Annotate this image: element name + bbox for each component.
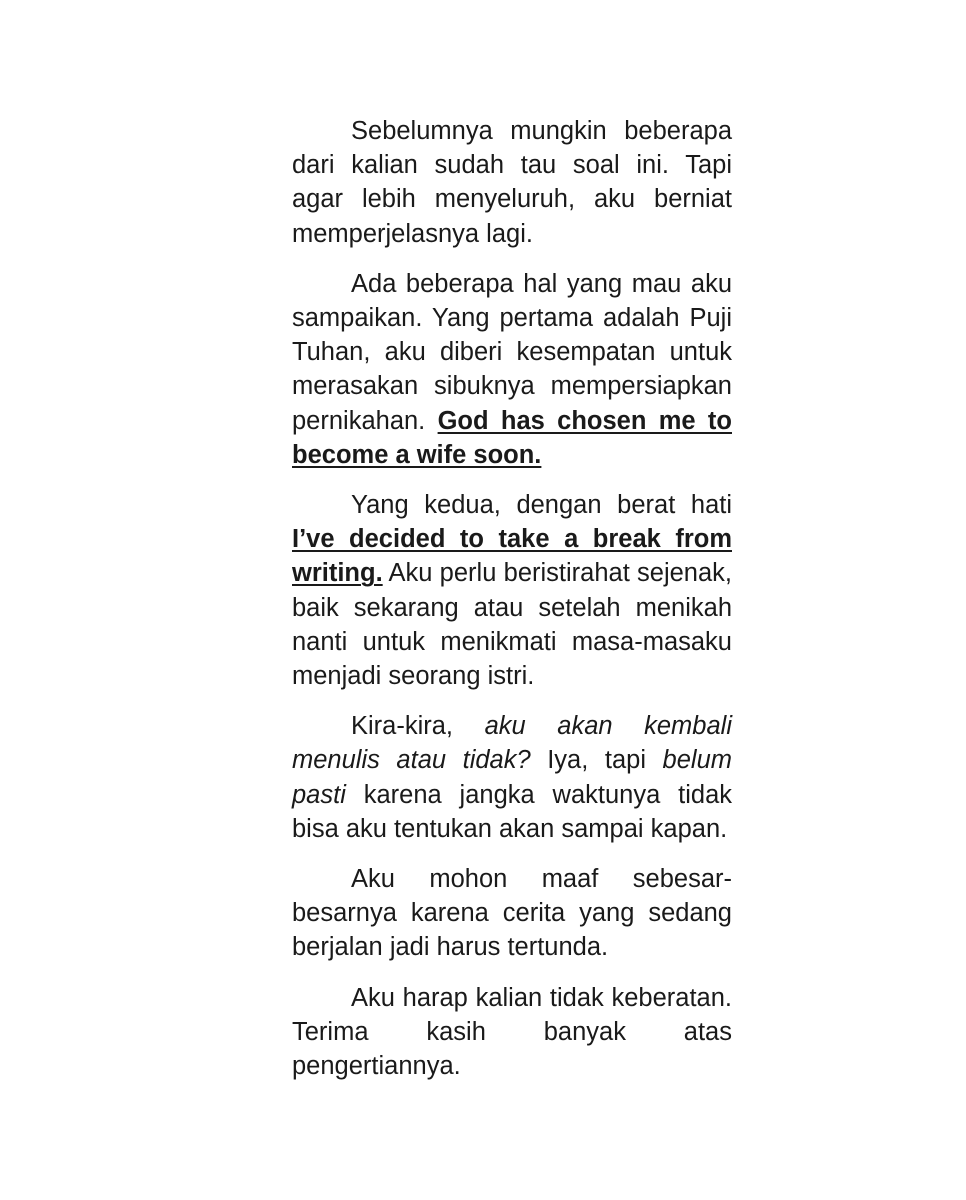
text-column xyxy=(292,114,732,1099)
paragraph-3 xyxy=(292,488,732,693)
paragraph-2 xyxy=(292,267,732,472)
paragraph-text: Aku mohon maaf sebesar-besarnya karena cerita yang sedang berjalan jadi harus tertunda. xyxy=(292,865,732,962)
paragraph-text: Kira-kira, xyxy=(351,712,485,741)
paragraph-4 xyxy=(292,709,732,846)
emphasis-bold-underlined: I’ve decided to take a break from writing. xyxy=(292,525,732,588)
emphasis-italic: aku akan kembali menulis atau tidak? xyxy=(292,712,732,775)
paragraph-text: Aku perlu beristirahat sejenak, baik sekarang atau setelah menikah nanti untuk menikmati masa-masaku menjadi seorang istri. xyxy=(292,559,732,691)
paragraph-1 xyxy=(292,114,732,251)
emphasis-italic: belum pasti xyxy=(292,746,732,809)
paragraph-5 xyxy=(292,862,732,965)
paragraph-text: Iya, tapi xyxy=(530,746,663,775)
paragraph-text: karena jangka waktunya tidak bisa aku tentukan akan sampai kapan. xyxy=(292,780,732,843)
paragraph-text: Yang kedua, dengan berat hati xyxy=(351,491,732,520)
paragraph-6 xyxy=(292,981,732,1084)
paragraph-text: Sebelumnya mungkin beberapa dari kalian sudah tau soal ini. Tapi agar lebih menyeluruh, aku berniat memperjelasnya lagi. xyxy=(292,117,732,248)
emphasis-bold-underlined: God has chosen me to become a wife soon. xyxy=(292,406,732,469)
paragraph-text: Ada beberapa hal yang mau aku sampaikan. Yang pertama adalah Puji Tuhan, aku diberi kesempatan untuk merasakan sibuknya mempersiapkan pernikahan. xyxy=(292,269,732,435)
paragraph-text: Aku harap kalian tidak keberatan. Terima kasih banyak atas pengertiannya. xyxy=(292,983,732,1081)
